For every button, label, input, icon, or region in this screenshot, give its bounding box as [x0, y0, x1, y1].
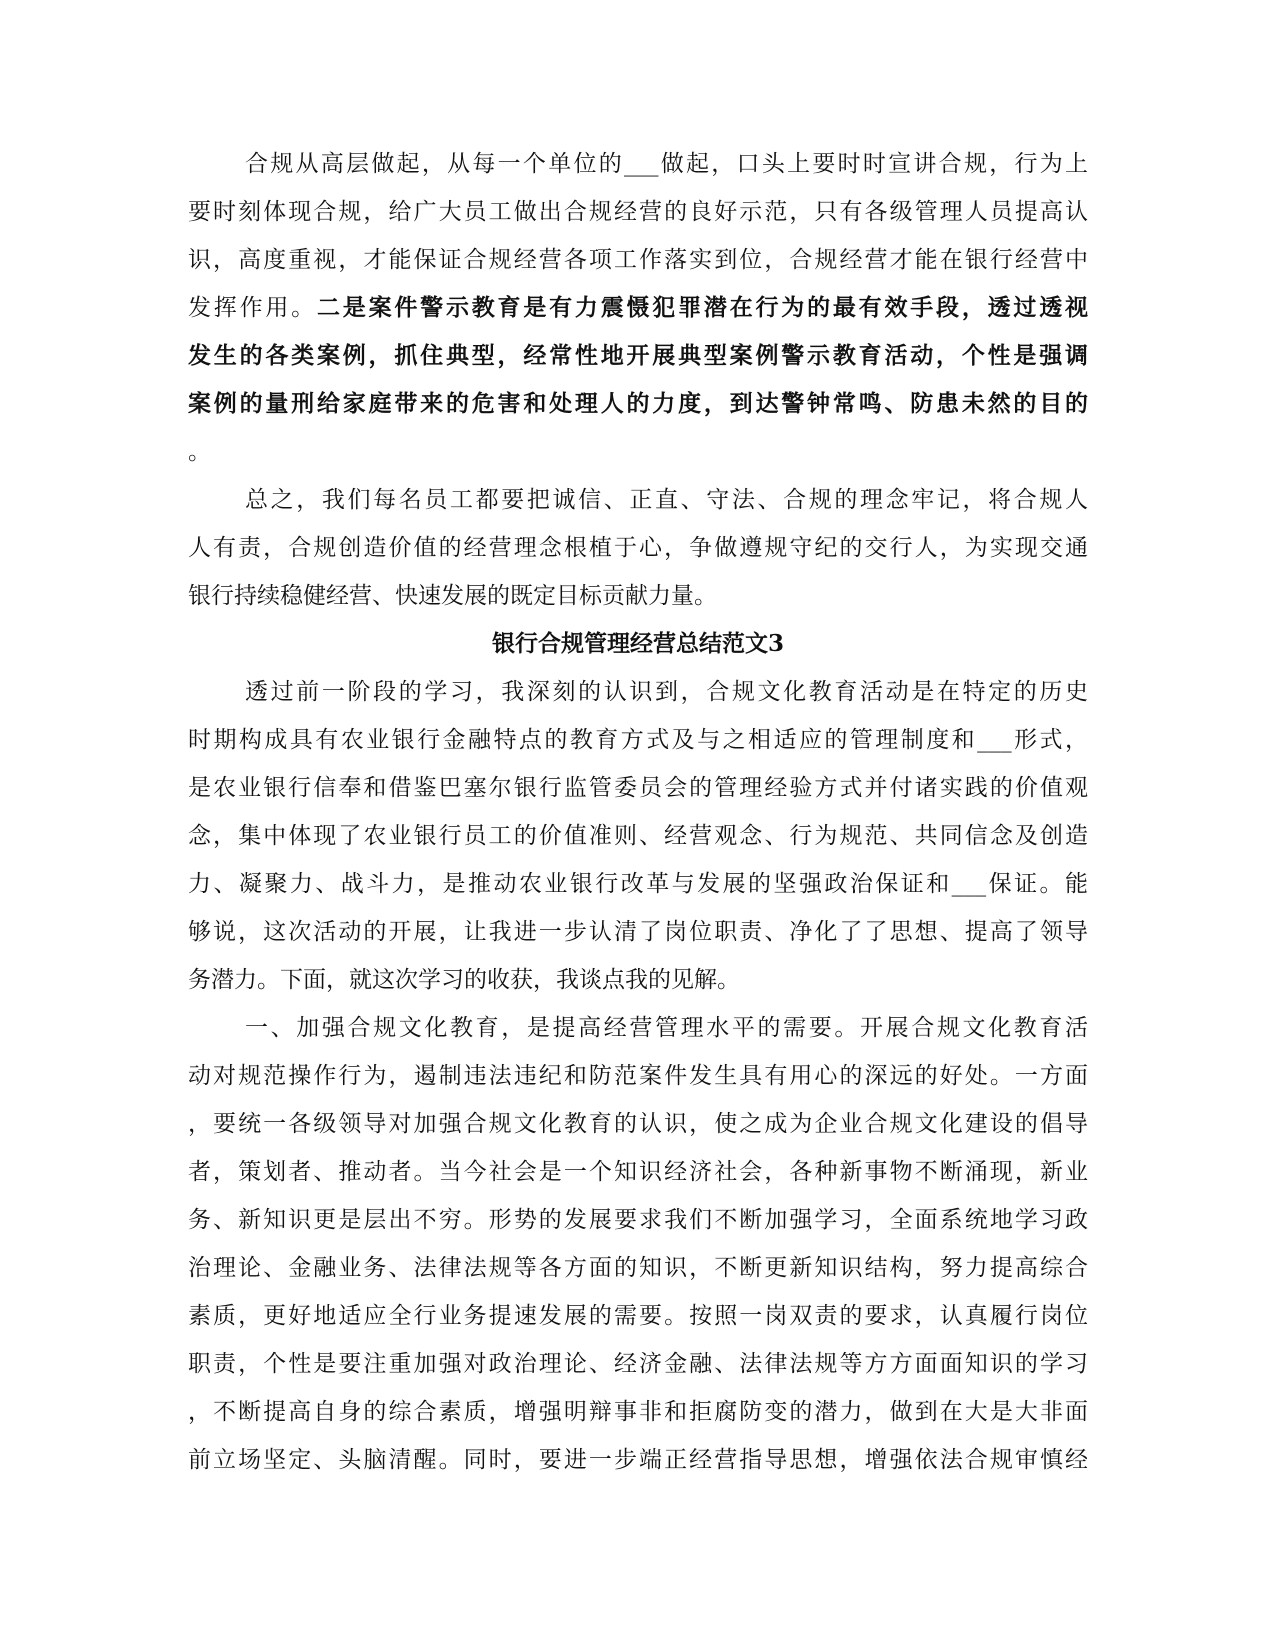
text-line: 透过前一阶段的学习，我深刻的认识到，合规文化教育活动是在特定的历史 [245, 679, 1088, 705]
text-line: ，要统一各级领导对加强合规文化教育的认识，使之成为企业合规文化建设的倡导 [188, 1111, 1088, 1137]
text-line: 力、凝聚力、战斗力，是推动农业银行改革与发展的坚强政治保证和___保证。能 [188, 871, 1088, 897]
text-line: 念，集中体现了农业银行员工的价值准则、经营观念、行为规范、共同信念及创造 [188, 823, 1088, 849]
text-line: 识，高度重视，才能保证合规经营各项工作落实到位，合规经营才能在银行经营中 [188, 247, 1088, 273]
text-bold: 二是案件警示教育是有力震慑犯罪潜在行为的最有效手段，透过透视 [316, 294, 1088, 321]
text-line: 人有责，合规创造价值的经营理念根植于心，争做遵规守纪的交行人，为实现交通 [188, 535, 1088, 561]
text-line: 职责，个性是要注重加强对政治理论、经济金融、法律法规等方方面面知识的学习 [188, 1351, 1088, 1377]
text-line [188, 284, 1088, 332]
text-line: 一、加强合规文化教育，是提高经营管理水平的需要。开展合规文化教育活 [245, 1015, 1088, 1041]
document-page [188, 140, 1088, 1484]
text-line: 时期构成具有农业银行金融特点的教育方式及与之相适应的管理制度和___形式， [188, 727, 1088, 753]
text-line: 动对规范操作行为，遏制违法违纪和防范案件发生具有用心的深远的好处。一方面 [188, 1063, 1088, 1089]
paragraph-1 [188, 140, 1088, 476]
text-line: ，不断提高自身的综合素质，增强明辩事非和拒腐防变的潜力，做到在大是大非面 [188, 1399, 1088, 1425]
text-line: 治理论、金融业务、法律法规等各方面的知识，不断更新知识结构，努力提高综合 [188, 1255, 1088, 1281]
section-heading: 银行合规管理经营总结范文3 [491, 630, 784, 657]
paragraph-4 [188, 1004, 1088, 1484]
text-line-bold: 发生的各类案例，抓住典型，经常性地开展典型案例警示教育活动，个性是强调 [188, 342, 1088, 369]
text-line: 要时刻体现合规，给广大员工做出合规经营的良好示范，只有各级管理人员提高认 [188, 199, 1088, 225]
paragraph-3 [188, 668, 1088, 1004]
text-line: 素质，更好地适应全行业务提速发展的需要。按照一岗双责的要求，认真履行岗位 [188, 1303, 1088, 1329]
text-line: 。 [188, 439, 211, 465]
text-line: 务潜力。下面，就这次学习的收获，我谈点我的见解。 [188, 967, 740, 993]
text-line-bold: 案例的量刑给家庭带来的危害和处理人的力度，到达警钟常鸣、防患未然的目的 [188, 390, 1088, 417]
text-line: 够说，这次活动的开展，让我进一步认清了岗位职责、净化了了思想、提高了领导 [188, 919, 1088, 945]
text-line: 务、新知识更是层出不穷。形势的发展要求我们不断加强学习，全面系统地学习政 [188, 1207, 1088, 1233]
paragraph-2 [188, 476, 1088, 620]
text-line: 总之，我们每名员工都要把诚信、正直、守法、合规的理念牢记，将合规人 [245, 487, 1088, 513]
text-line: 是农业银行信奉和借鉴巴塞尔银行监管委员会的管理经验方式并付诸实践的价值观 [188, 775, 1088, 801]
text-line: 合规从高层做起，从每一个单位的___做起，口头上要时时宣讲合规，行为上 [245, 151, 1088, 177]
text-normal: 发挥作用。 [188, 295, 317, 321]
text-line: 者，策划者、推动者。当今社会是一个知识经济社会，各种新事物不断涌现，新业 [188, 1159, 1088, 1185]
text-line: 银行持续稳健经营、快速发展的既定目标贡献力量。 [188, 583, 717, 609]
text-line: 前立场坚定、头脑清醒。同时，要进一步端正经营指导思想，增强依法合规审慎经 [188, 1447, 1088, 1473]
